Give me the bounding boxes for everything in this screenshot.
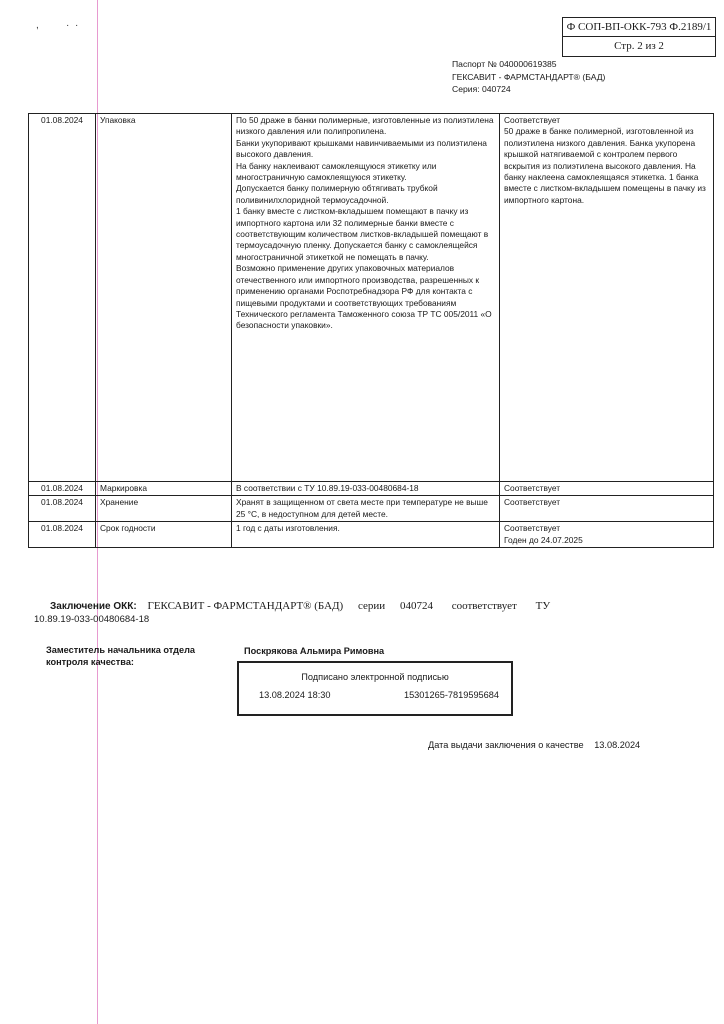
table-row (29, 114, 714, 482)
result-para: Соответствует (504, 115, 561, 125)
requirement-para: Банки укупоривают крышками навинчиваемыми из полиэтилена высокого давления. (236, 137, 487, 160)
row-result (500, 114, 714, 482)
series-number: Серия: 040724 (452, 84, 511, 94)
conclusion-label: Заключение ОКК: (50, 601, 137, 612)
issue-label: Дата выдачи заключения о качестве (428, 740, 584, 750)
conclusion-product: ГЕКСАВИТ - ФАРМСТАНДАРТ® (БАД) (147, 600, 344, 612)
requirement-para: 1 банку вместе с листком-вкладышем помещают в пачку из импортного картона или 32 полимерные банки вместе с соответствующим количеством листков-вкладышей помещают в термоусадочную пленку. Допускается банку с самоклеящейся многостраничной этикеткой не помещать в пачку. (236, 206, 489, 262)
scan-speck: · (75, 20, 79, 31)
table-row (29, 482, 714, 496)
row-name: Хранение (96, 496, 232, 522)
passport-info (452, 58, 605, 96)
table-row (29, 496, 714, 522)
result-para: Соответствует (504, 523, 561, 534)
conclusion-tu-number: 10.89.19-033-00480684-18 (34, 614, 150, 625)
conclusion-tu-abbr: ТУ (535, 600, 551, 612)
issue-date: 13.08.2024 (594, 740, 641, 750)
conclusion-verdict: соответствует (451, 600, 517, 612)
product-name: ГЕКСАВИТ - ФАРМСТАНДАРТ® (БАД) (452, 71, 606, 82)
requirement-para: Возможно применение других упаковочных материалов отечественного или импортного производства, разрешенных к применению органами Роспотребнадзора РФ для контакта с пищевыми продуктами и соответствующих требованиям Технического регламента Таможенного союза ТР ТС 005/2011 «О безопасности упаковки». (236, 263, 492, 331)
scan-speck: , (36, 20, 39, 31)
scan-speck: · (66, 20, 70, 31)
row-date: 01.08.2024 (29, 496, 96, 522)
form-code: Ф СОП-ВП-ОКК-793 Ф.2189/1 (563, 18, 715, 37)
row-name: Срок годности (96, 522, 232, 548)
table-row (29, 522, 714, 548)
row-date: 01.08.2024 (29, 482, 96, 496)
signer-position: Заместитель начальника отдела контроля качества: (46, 645, 196, 667)
page-number: Стр. 2 из 2 (614, 40, 664, 52)
row-date: 01.08.2024 (29, 114, 96, 482)
row-result (500, 496, 714, 522)
signature-title: Подписано электронной подписью (301, 672, 449, 682)
result-para: Соответствует (504, 497, 561, 508)
row-result (500, 482, 714, 496)
row-name: Упаковка (96, 114, 232, 482)
requirement-para: 1 год с даты изготовления. (236, 523, 340, 534)
conclusion (50, 600, 550, 612)
row-result (500, 522, 714, 548)
spec-table (28, 113, 714, 548)
row-date: 01.08.2024 (29, 522, 96, 548)
requirement-para: В соответствии с ТУ 10.89.19-033-00480684-18 (236, 483, 419, 493)
passport-number: Паспорт № 040000619385 (452, 59, 557, 69)
requirement-para: На банку наклеивают самоклеящуюся этикетку или многостраничную самоклеящуюся этикетку. (236, 160, 437, 183)
requirement-para: Допускается банку полимерную обтягивать трубкой поливинилхлоридной термоусадочной. (236, 183, 438, 205)
signer-name: Поскрякова Альмира Римовна (244, 646, 385, 656)
row-name: Маркировка (96, 482, 232, 496)
result-para: Годен до 24.07.2025 (504, 534, 583, 545)
conclusion-series-word: серии (358, 600, 386, 612)
form-code-box (562, 17, 716, 57)
result-para: Соответствует (504, 483, 561, 493)
requirement-para: Хранят в защищенном от света месте при температуре не выше 25 °С, в недоступном для детей месте. (236, 497, 488, 519)
row-requirement (232, 482, 500, 496)
signature-datetime: 13.08.2024 18:30 (259, 690, 331, 700)
requirement-para: По 50 драже в банки полимерные, изготовленные из полиэтилена низкого давления или полипропилена. (236, 115, 494, 137)
result-para: 50 драже в банке полимерной, изготовленной из полиэтилена низкого давления. Банка укупорена крышкой натягиваемой с контролем первого вскрытия из полиэтилена высокого давления. На банку наклеена самоклеящаяся этикетка. 1 банка вместе с листком-вкладышем помещены в пачку из импортного картона. (504, 126, 706, 205)
signature-id: 15301265-7819595684 (403, 690, 499, 700)
issue-date-line (428, 740, 640, 750)
row-requirement (232, 114, 500, 482)
row-requirement (232, 522, 500, 548)
conclusion-series: 040724 (399, 600, 433, 612)
row-requirement (232, 496, 500, 522)
e-signature-box (237, 661, 513, 716)
